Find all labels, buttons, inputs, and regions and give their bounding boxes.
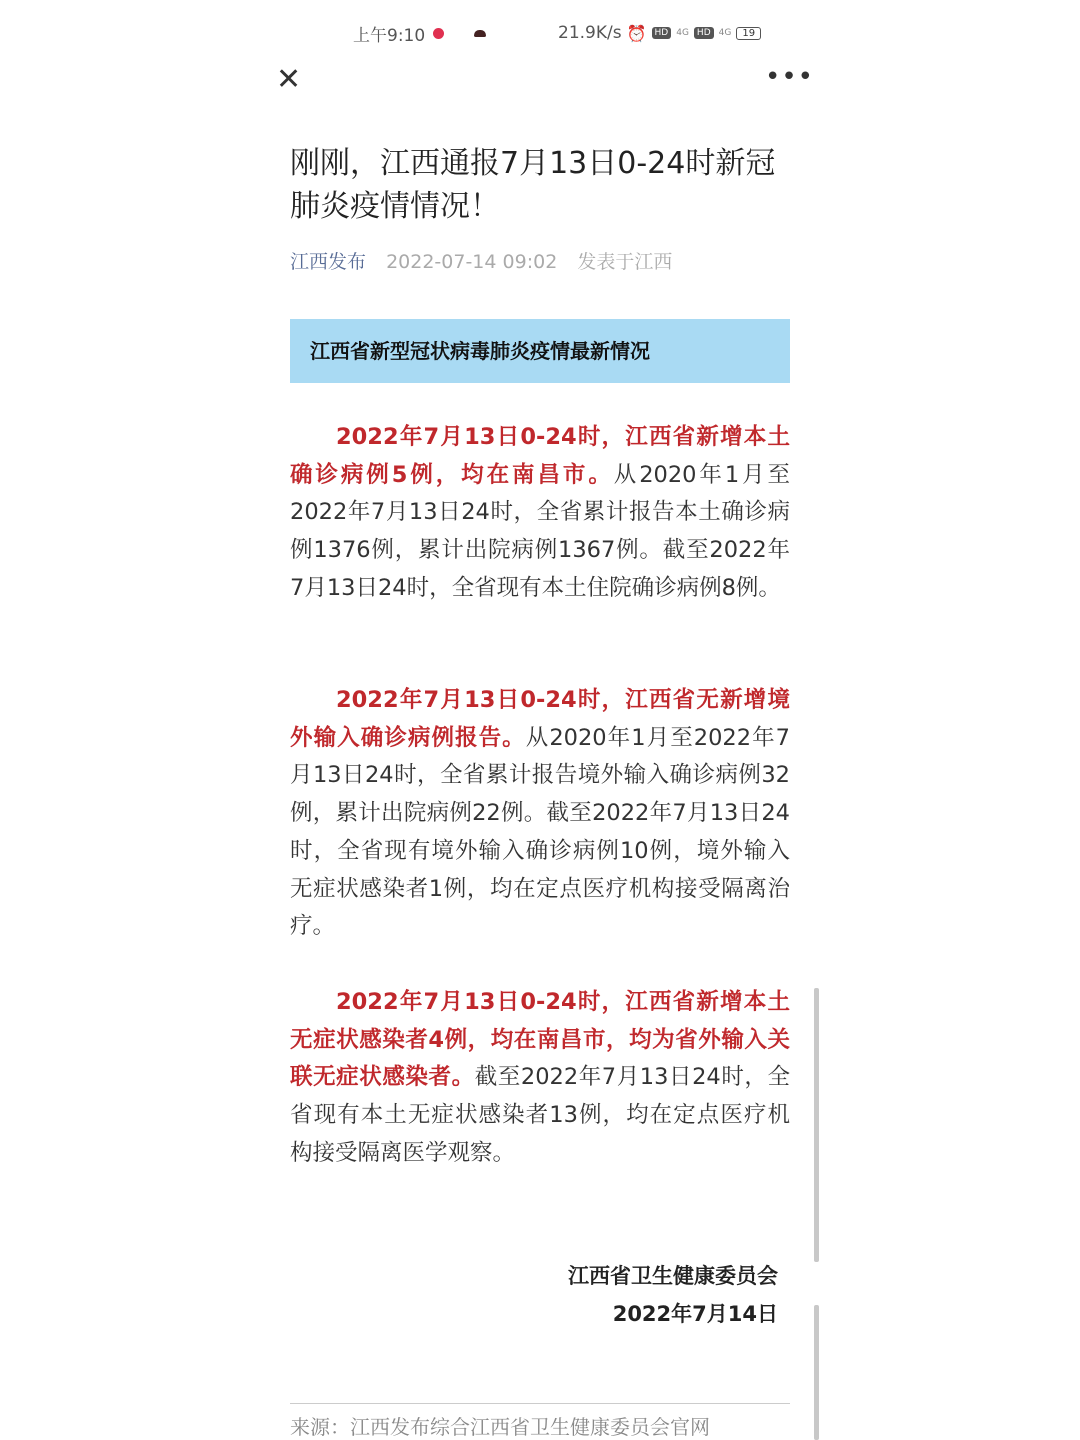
network-speed: 21.9K/s [558,23,622,43]
status-bar-right [558,20,761,46]
app-notification-icon [474,30,486,37]
paragraph-text: 从2020年1月至2022年7月13日24时，全省累计报告境外输入确诊病例32例，累计出院病例22例。截至2022年7月13日24时，全省现有境外输入确诊病例10例，境外输入无症状感染者1例，均在定点医疗机构接受隔离治疗。 [290,724,790,940]
article-meta [290,247,672,274]
battery-icon: 19 [736,27,761,40]
paragraph-highlight: 2022年7月13日0-24时，江西省新增本土无症状感染者4例，均在南昌市，均为省外输入关联无症状感染者。 [290,989,790,1091]
clock: 上午9:10 [353,25,426,46]
divider [290,1403,790,1404]
signature-date: 2022年7月14日 [612,1302,778,1326]
status-bar-left [353,20,486,46]
source-note: 来源：江西发布综合江西省卫生健康委员会官网 [290,1415,710,1439]
publish-location: 发表于江西 [577,251,673,273]
paragraph [290,682,790,946]
signal-icon-2: 4G [718,28,732,38]
paragraph-text: 截至2022年7月13日24时，全省现有本土无症状感染者13例，均在定点医疗机构接受隔离医学观察。 [290,1064,790,1166]
alarm-icon: ⏰ [626,23,647,43]
paragraph-highlight: 2022年7月13日0-24时，江西省无新增境外输入确诊病例报告。 [290,687,790,751]
paragraph [290,419,790,608]
signal-icon: 4G [676,28,689,38]
notification-icon [433,28,444,39]
more-options-icon[interactable]: ••• [765,62,815,92]
signature: 江西省卫生健康委员会 [568,1264,778,1288]
account-link[interactable]: 江西发布 [290,251,367,273]
article-title: 刚刚，江西通报7月13日0-24时新冠肺炎疫情情况！ [290,146,776,224]
close-icon[interactable]: ✕ [276,62,302,97]
scrollbar-track[interactable] [814,1305,819,1440]
publish-date: 2022-07-14 09:02 [386,251,558,273]
paragraph-highlight: 2022年7月13日0-24时，江西省新增本土确诊病例5例，均在南昌市。 [290,424,790,488]
hd-icon-2: HD [694,27,714,39]
section-banner: 江西省新型冠状病毒肺炎疫情最新情况 [290,319,790,383]
hd-icon: HD [652,27,672,39]
paragraph-text: 从2020年1月至2022年7月13日24时，全省累计报告本土确诊病例1376例，累计出院病例1367例。截至2022年7月13日24时，全省现有本土住院确诊病例8例。 [290,461,790,601]
scrollbar[interactable] [814,988,819,1262]
paragraph [290,984,790,1173]
